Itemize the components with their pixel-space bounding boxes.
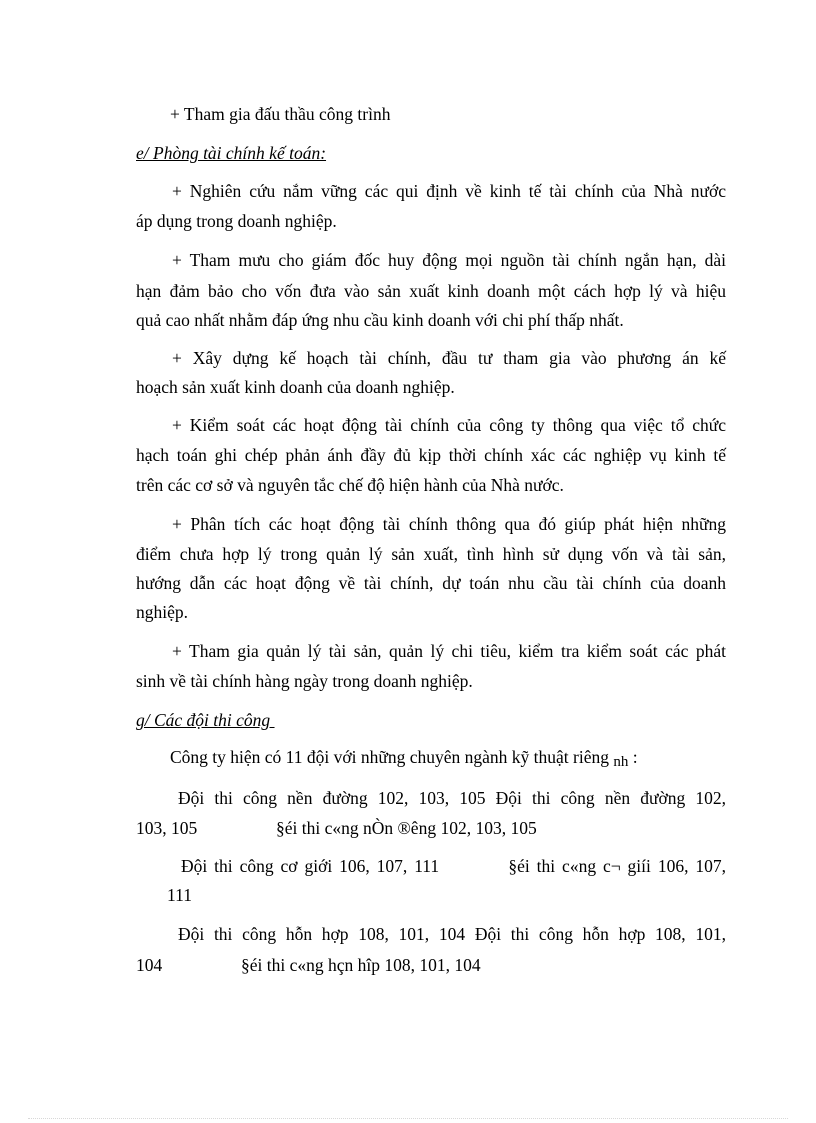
page-footer-divider xyxy=(28,1118,788,1119)
paragraph-line: 111 xyxy=(167,885,192,905)
section-heading-construction-teams: g/ Các đội thi công xyxy=(136,710,275,730)
paragraph-line: + Phân tích các hoạt động tài chính thông qua đó giúp phát hiện những xyxy=(172,514,726,534)
paragraph-line: điểm chưa hợp lý trong quản lý sản xuất, tình hình sử dụng vốn và tài sản, xyxy=(136,544,726,564)
paragraph-line: + Kiểm soát các hoạt động tài chính của công ty thông qua việc tổ chức xyxy=(172,415,726,435)
paragraph-line: hạn đảm bảo cho vốn đưa vào sản xuất kinh doanh một cách hợp lý và hiệu xyxy=(136,281,726,301)
intro-text: Công ty hiện có 11 đội với những chuyên ngành kỹ thuật riêng xyxy=(170,747,609,767)
paragraph-line-garbled-font: 104 §éi thi c«ng hçn hîp 108, 101, 104 xyxy=(136,955,481,975)
paragraph-line: nghiệp. xyxy=(136,602,189,622)
section-heading-finance-accounting: e/ Phòng tài chính kế toán: xyxy=(136,143,327,163)
paragraph-line: Đội thi công hỗn hợp 108, 101, 104 Đội thi công hỗn hợp 108, 101, xyxy=(178,924,726,944)
paragraph-line-garbled-font: Đội thi công cơ giới 106, 107, 111 §éi thi c«ng c¬ giíi 106, 107, xyxy=(181,856,726,876)
paragraph-line xyxy=(170,746,638,770)
paragraph-line: + Tham gia quản lý tài sản, quản lý chi tiêu, kiểm tra kiểm soát các phát xyxy=(172,641,726,661)
paragraph-line: quả cao nhất nhằm đáp ứng nhu cầu kinh doanh với chi phí thấp nhất. xyxy=(136,310,624,330)
paragraph-line-garbled-font: 103, 105 §éi thi c«ng nÒn ®êng 102, 103, 105 xyxy=(136,818,537,838)
paragraph-line: trên các cơ sở và nguyên tắc chế độ hiện hành của Nhà nước. xyxy=(136,475,564,495)
paragraph-line: + Tham mưu cho giám đốc huy động mọi nguồn tài chính ngắn hạn, dài xyxy=(172,250,726,270)
paragraph-line: + Xây dựng kế hoạch tài chính, đầu tư tham gia vào phương án kế xyxy=(172,348,726,368)
subscript-fragment: nh xyxy=(613,754,629,770)
paragraph-line: + Tham gia đấu thầu công trình xyxy=(170,104,391,124)
paragraph-line: hạch toán ghi chép phản ánh đầy đủ kịp thời chính xác các nghiệp vụ kinh tế xyxy=(136,445,726,465)
paragraph-line: áp dụng trong doanh nghiệp. xyxy=(136,211,337,231)
paragraph-line: + Nghiên cứu nắm vững các qui định về kinh tế tài chính của Nhà nước xyxy=(172,181,726,201)
paragraph-line: hoạch sản xuất kinh doanh của doanh nghiệp. xyxy=(136,377,455,397)
paragraph-line: sinh về tài chính hàng ngày trong doanh nghiệp. xyxy=(136,671,473,691)
paragraph-line: hướng dẫn các hoạt động về tài chính, dự toán nhu cầu tài chính của doanh xyxy=(136,573,726,593)
colon-text: : xyxy=(632,747,638,767)
paragraph-line: Đội thi công nền đường 102, 103, 105 Đội thi công nền đường 102, xyxy=(178,788,726,808)
